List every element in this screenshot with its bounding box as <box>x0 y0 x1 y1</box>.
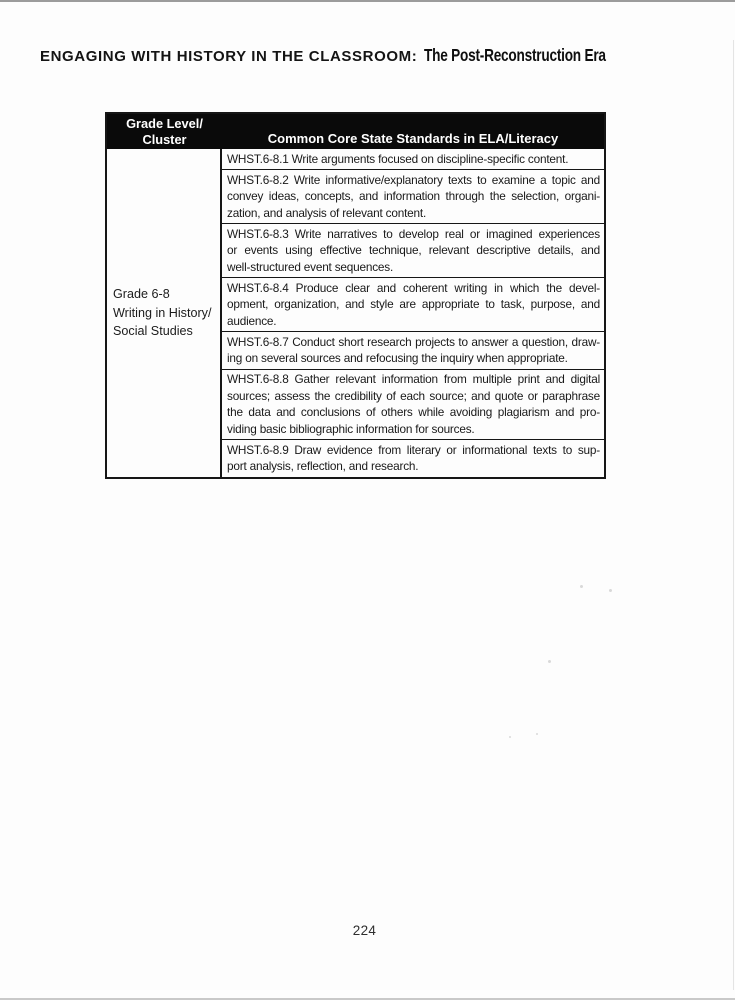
standard-row-whst-6-8-2 <box>222 169 604 223</box>
book-subtitle: The Post-Reconstruction Era <box>423 45 606 65</box>
standards-table <box>105 112 606 479</box>
standard-text-line: convey ideas, concepts, and information through the selection, organi- <box>227 189 600 203</box>
standard-text-line: WHST.6-8.4 Produce clear and coherent writing in which the devel- <box>227 280 600 295</box>
scan-speck <box>509 736 511 738</box>
standard-text-line: audience. <box>227 313 277 328</box>
scan-edge-top <box>0 0 735 2</box>
standard-row-whst-6-8-3 <box>222 223 604 277</box>
standard-text-line: opment, organization, and style are appropriate to task, purpose, and <box>227 297 600 311</box>
book-title: ENGAGING WITH HISTORY IN THE CLASSROOM: <box>40 48 418 65</box>
standard-text-line: WHST.6-8.8 Gather relevant information from multiple print and digital <box>227 372 600 386</box>
header-standards-label: Common Core State Standards in ELA/Literacy <box>267 131 559 146</box>
running-head <box>40 45 657 66</box>
page-number: 224 <box>352 923 377 938</box>
standards-column <box>222 149 604 477</box>
scan-speck <box>548 660 551 663</box>
grade-cluster-line2: Writing in History/ <box>113 305 212 320</box>
standard-row-whst-6-8-7 <box>222 331 604 369</box>
standard-row-whst-6-8-8 <box>222 369 604 440</box>
scan-edge-right <box>733 40 734 990</box>
standard-text-line: sources; assess the credibility of each source; and quote or paraphrase <box>227 388 600 403</box>
grade-cluster-line1: Grade 6-8 <box>113 287 170 301</box>
standard-text-line: WHST.6-8.1 Write arguments focused on discipline-specific content. <box>227 151 569 166</box>
table-header-row <box>107 114 604 149</box>
table-body <box>107 149 604 477</box>
header-grade-level-cluster <box>107 114 222 149</box>
standard-row-whst-6-8-9 <box>222 439 604 477</box>
standard-text-line: well-structured event sequences. <box>227 259 394 274</box>
standard-text-line: WHST.6-8.2 Write informative/explanatory texts to examine a topic and <box>227 172 600 187</box>
standard-text-line: port analysis, reflection, and research. <box>227 459 419 473</box>
standard-text-line: zation, and analysis of relevant content. <box>227 205 427 220</box>
standard-text-line: WHST.6-8.7 Conduct short research projects to answer a question, draw- <box>227 334 600 349</box>
grade-cluster-cell <box>107 149 222 477</box>
standard-text-line: viding basic bibliographic information for sources. <box>227 421 475 436</box>
standard-row-whst-6-8-1 <box>222 149 604 169</box>
standard-text-line: the data and conclusions of others while avoiding plagiarism and pro- <box>227 405 600 419</box>
standard-text-line: WHST.6-8.3 Write narratives to develop real or imagined experiences <box>227 226 600 241</box>
scan-speck <box>580 585 583 588</box>
scan-speck <box>609 589 612 592</box>
grade-cluster-line3: Social Studies <box>113 324 193 338</box>
standard-text-line: WHST.6-8.9 Draw evidence from literary or informational texts to sup- <box>227 442 600 457</box>
standard-text-line: ing on several sources and refocusing the inquiry when appropriate. <box>227 351 568 365</box>
header-grade-level-line1: Grade Level/ <box>126 116 203 131</box>
scan-speck <box>536 733 538 735</box>
header-standards-column <box>222 114 604 149</box>
standard-text-line: or events using effective technique, relevant descriptive details, and <box>227 243 600 257</box>
standard-row-whst-6-8-4 <box>222 277 604 331</box>
header-grade-level-line2: Cluster <box>142 131 187 147</box>
